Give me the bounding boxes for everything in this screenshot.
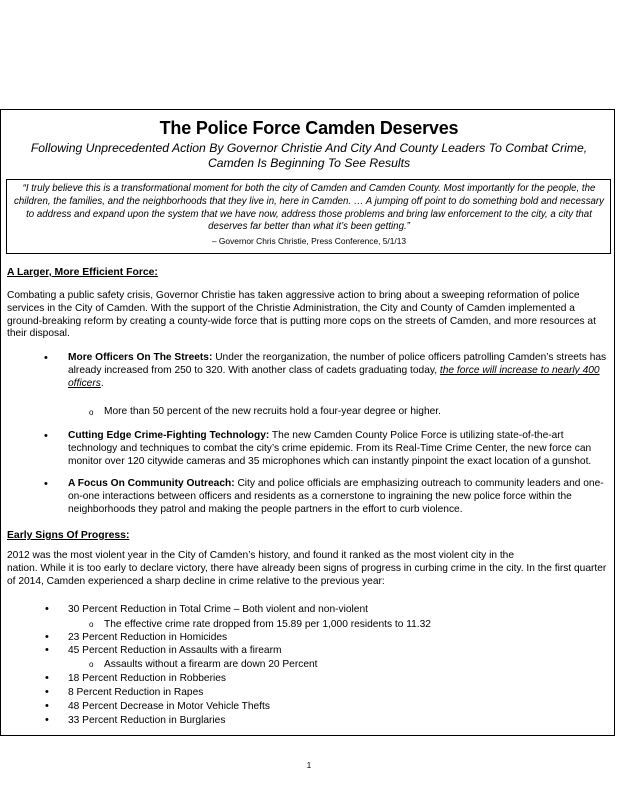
sub-bullet-marker: o [89,620,94,629]
bullet-text [68,478,608,516]
bullet-marker: • [45,631,49,643]
stat-text: 33 Percent Reduction in Burglaries [68,715,226,726]
bullet-body: City and police officials are emphasizing outreach to community leaders and one-on-one interactions between officers and residents as a cornerstone to ingraining the new police force within the neighborhoods they patrol and making the people partners in the effort to curb violence. [68,478,604,515]
bullet-lead: More Officers On The Streets: [68,352,213,363]
bullet-marker: • [45,672,49,684]
bullet-body: The new Camden County Police Force is utilizing state-of-the-art technology and techniques to combat the city’s crime epidemic. From its Real-Time Crime Center, the new force can monitor over 120 citywide cameras and 35 microphones which can instantly pinpoint the exact location of a gunshot. [68,430,592,467]
section-intro-larger-force: Combating a public safety crisis, Governor Christie has taken aggressive action to bring about a sweeping reformation of police services in the City of Camden. With the support of the Christie Administration, the City and County of Camden implemented a ground-breaking reform by creating a county-wide force that is putting more cops on the streets of Camden, and more resources at their disposal. [7,290,596,340]
stat-text: 48 Percent Decrease in Motor Vehicle Thefts [68,701,270,712]
stat-sub-item [0,619,618,632]
bullet-marker: • [45,700,49,712]
bullet-marker: • [45,686,49,698]
stat-item [0,687,618,700]
bullet-marker: • [44,352,48,364]
stat-item [0,715,618,728]
bullet-text [68,352,608,390]
section-intro-progress-rest: nation. While it is too early to declare victory, there have already been signs of progress in curbing crime in the city. In the first quarter of 2014, Camden experienced a sharp decline in crime relative to the previous year: [7,563,607,587]
bullet-text [68,430,608,468]
sub-bullet-text: More than 50 percent of the new recruits hold a four-year degree or higher. [104,406,441,417]
bullet-marker: • [44,430,48,442]
stat-sub-text: Assaults without a firearm are down 20 Percent [104,659,318,670]
section-heading-progress: Early Signs Of Progress: [7,530,130,541]
quote-text: “I truly believe this is a transformational moment for both the city of Camden and Camden County. Most importantly for the people, the children, the families, and the neighborhoods that they live in, here in Camden. … A jumping off point to do something bold and necessary to address and expand upon the system that we have now, address those problems and bring law enforcement to the city, a city that deserves far better than what it’s been getting.” [13,183,605,233]
bullet-emphasis: the force will increase to nearly 400 officers [68,364,600,389]
stat-sub-text: The effective crime rate dropped from 15.89 per 1,000 residents to 11.32 [104,619,431,630]
sub-bullet-marker: o [89,408,94,417]
stat-sub-item [0,659,618,672]
bullet-item-officers [0,352,618,402]
bullet-tail: . [100,377,104,389]
stat-text: 18 Percent Reduction in Robberies [68,673,227,684]
bullet-lead: A Focus On Community Outreach: [68,478,235,489]
stat-text: 30 Percent Reduction in Total Crime – Both violent and non-violent [68,604,368,615]
bullet-marker: • [45,603,49,615]
page-title: The Police Force Camden Deserves [159,118,459,138]
bullet-marker: • [45,644,49,656]
sub-bullet-marker: o [89,660,94,669]
stat-item [0,645,618,658]
bullet-marker: • [45,714,49,726]
stat-item [0,701,618,714]
stat-item [0,632,618,645]
bullet-item-technology [0,430,618,470]
stat-text: 8 Percent Reduction in Rapes [68,687,204,698]
bullet-item-outreach [0,478,618,518]
page-subtitle: Following Unprecedented Action By Governor Christie And City And County Leaders To Combat Crime, Camden Is Beginning To See Results [30,141,588,170]
section-intro-progress-line1: 2012 was the most violent year in the City of Camden’s history, and found it ranked as the most violent city in the [7,550,514,561]
bullet-marker: • [44,478,48,490]
bullet-body: Under the reorganization, the number of police officers patrolling Camden’s streets has already increased from 250 to 320. With another class of cadets graduating today, [68,352,607,376]
stat-item [0,604,618,617]
page-number: 1 [306,761,312,770]
bullet-lead: Cutting Edge Crime-Fighting Technology: [68,430,270,441]
quote-attribution: – Governor Chris Christie, Press Conference, 5/1/13 [211,236,407,246]
stat-text: 23 Percent Reduction in Homicides [68,632,228,643]
section-heading-larger-force: A Larger, More Efficient Force: [7,267,158,278]
stat-text: 45 Percent Reduction in Assaults with a firearm [68,645,282,656]
stat-item [0,673,618,686]
